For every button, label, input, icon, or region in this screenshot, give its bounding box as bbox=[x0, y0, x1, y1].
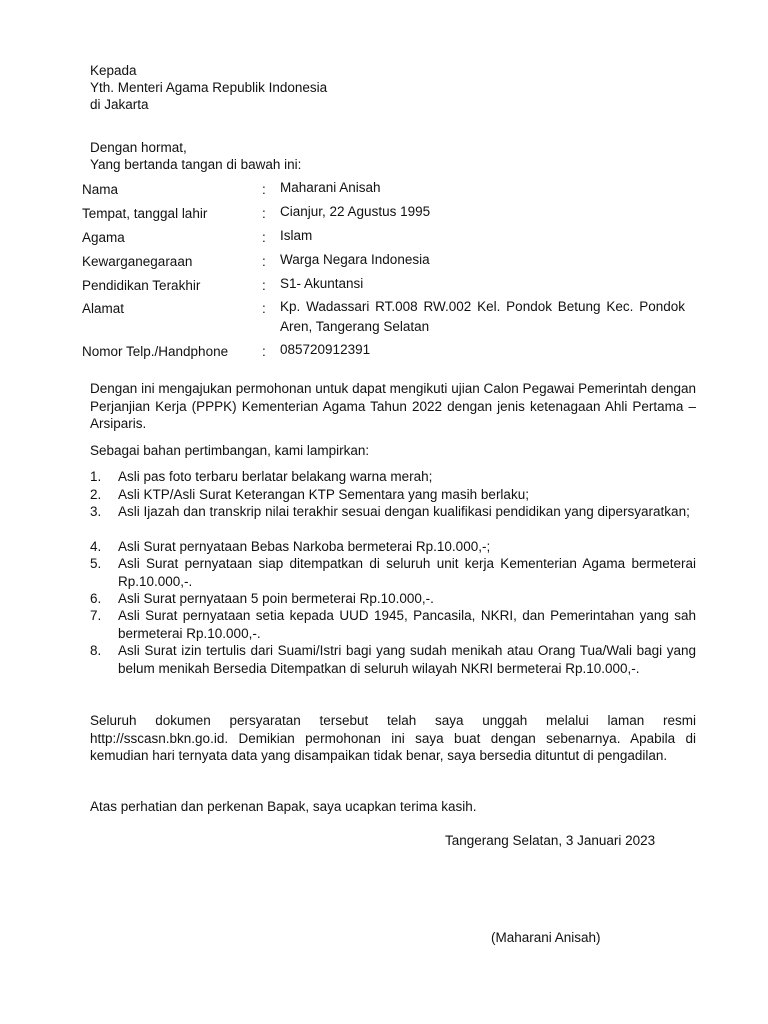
identity-colon: : bbox=[262, 344, 266, 359]
list-item-number: 5. bbox=[90, 556, 102, 571]
intro-text: Yang bertanda tangan di bawah ini: bbox=[90, 157, 302, 172]
list-item-number: 7. bbox=[90, 608, 102, 623]
identity-colon: : bbox=[262, 206, 266, 221]
identity-label: Kewarganegaraan bbox=[82, 254, 193, 269]
identity-label: Alamat bbox=[82, 301, 125, 316]
recipient-line-1: Kepada bbox=[90, 63, 137, 78]
signature-name: (Maharani Anisah) bbox=[491, 930, 601, 945]
list-item-text: Asli Surat pernyataan setia kepada UUD 1945, Pancasila, NKRI, dan Pemerintahan yang sah bermeterai Rp.10.000,-. bbox=[118, 608, 696, 641]
identity-label: Tempat, tanggal lahir bbox=[82, 206, 208, 221]
identity-value: S1- Akuntansi bbox=[280, 276, 364, 291]
list-item-text: Asli Surat pernyataan 5 poin bermeterai Rp.10.000,-. bbox=[118, 591, 434, 606]
identity-value: Kp. Wadassari RT.008 RW.002 Kel. Pondok Betung Kec. Pondok Aren, Tangerang Selatan bbox=[280, 299, 685, 334]
identity-label: Nama bbox=[82, 182, 119, 197]
list-item-text: Asli Surat pernyataan Bebas Narkoba bermeterai Rp.10.000,-; bbox=[118, 539, 491, 554]
identity-value: 085720912391 bbox=[280, 342, 371, 357]
place-date: Tangerang Selatan, 3 Januari 2023 bbox=[445, 833, 656, 848]
list-item-text: Asli Ijazah dan transkrip nilai terakhir sesuai dengan kualifikasi pendidikan yang dipersyaratkan; bbox=[118, 504, 690, 519]
list-item-text: Asli Surat izin tertulis dari Suami/Istri bagi yang sudah menikah atau Orang Tua/Wali bagi yang belum menikah Bersedia Ditempatkan di seluruh wilayah NKRI bermeterai Rp.10.000,-. bbox=[118, 643, 696, 676]
list-item-number: 4. bbox=[90, 539, 102, 554]
list-item-number: 1. bbox=[90, 469, 102, 484]
identity-colon: : bbox=[262, 254, 266, 269]
identity-value: Islam bbox=[280, 228, 313, 243]
identity-label: Agama bbox=[82, 230, 125, 245]
identity-label: Nomor Telp./Handphone bbox=[82, 344, 229, 359]
recipient-line-3: di Jakarta bbox=[90, 97, 149, 112]
recipient-line-2: Yth. Menteri Agama Republik Indonesia bbox=[90, 80, 328, 95]
list-item-text: Asli KTP/Asli Surat Keterangan KTP Sementara yang masih berlaku; bbox=[118, 487, 529, 502]
identity-colon: : bbox=[262, 301, 266, 316]
identity-value: Cianjur, 22 Agustus 1995 bbox=[280, 204, 431, 219]
list-item-text: Asli pas foto terbaru berlatar belakang warna merah; bbox=[118, 469, 433, 484]
list-item-number: 3. bbox=[90, 504, 102, 519]
attachments-intro: Sebagai bahan pertimbangan, kami lampirkan: bbox=[90, 443, 370, 458]
greeting: Dengan hormat, bbox=[90, 140, 187, 155]
identity-label: Pendidikan Terakhir bbox=[82, 278, 201, 293]
identity-value: Warga Negara Indonesia bbox=[280, 252, 430, 267]
list-item-number: 8. bbox=[90, 643, 102, 658]
statement-paragraph: Seluruh dokumen persyaratan tersebut telah saya unggah melalui laman resmi http://sscasn.bkn.go.id. Demikian permohonan ini saya buat dengan sebenarnya. Apabila di kemudian hari ternyata data yang disampaikan tidak benar, saya bersedia dituntut di pengadilan. bbox=[90, 713, 696, 763]
identity-colon: : bbox=[262, 182, 266, 197]
application-paragraph: Dengan ini mengajukan permohonan untuk dapat mengikuti ujian Calon Pegawai Pemerintah dengan Perjanjian Kerja (PPPK) Kementerian Agama Tahun 2022 dengan jenis ketenagaan Ahli Pertama – Arsiparis. bbox=[90, 381, 696, 431]
list-item-number: 2. bbox=[90, 487, 102, 502]
list-item-number: 6. bbox=[90, 591, 102, 606]
identity-colon: : bbox=[262, 278, 266, 293]
identity-value: Maharani Anisah bbox=[280, 180, 381, 195]
closing-text: Atas perhatian dan perkenan Bapak, saya ucapkan terima kasih. bbox=[90, 799, 477, 814]
identity-colon: : bbox=[262, 230, 266, 245]
list-item-text: Asli Surat pernyataan siap ditempatkan di seluruh unit kerja Kementerian Agama bermeterai Rp.10.000,-. bbox=[118, 556, 696, 589]
